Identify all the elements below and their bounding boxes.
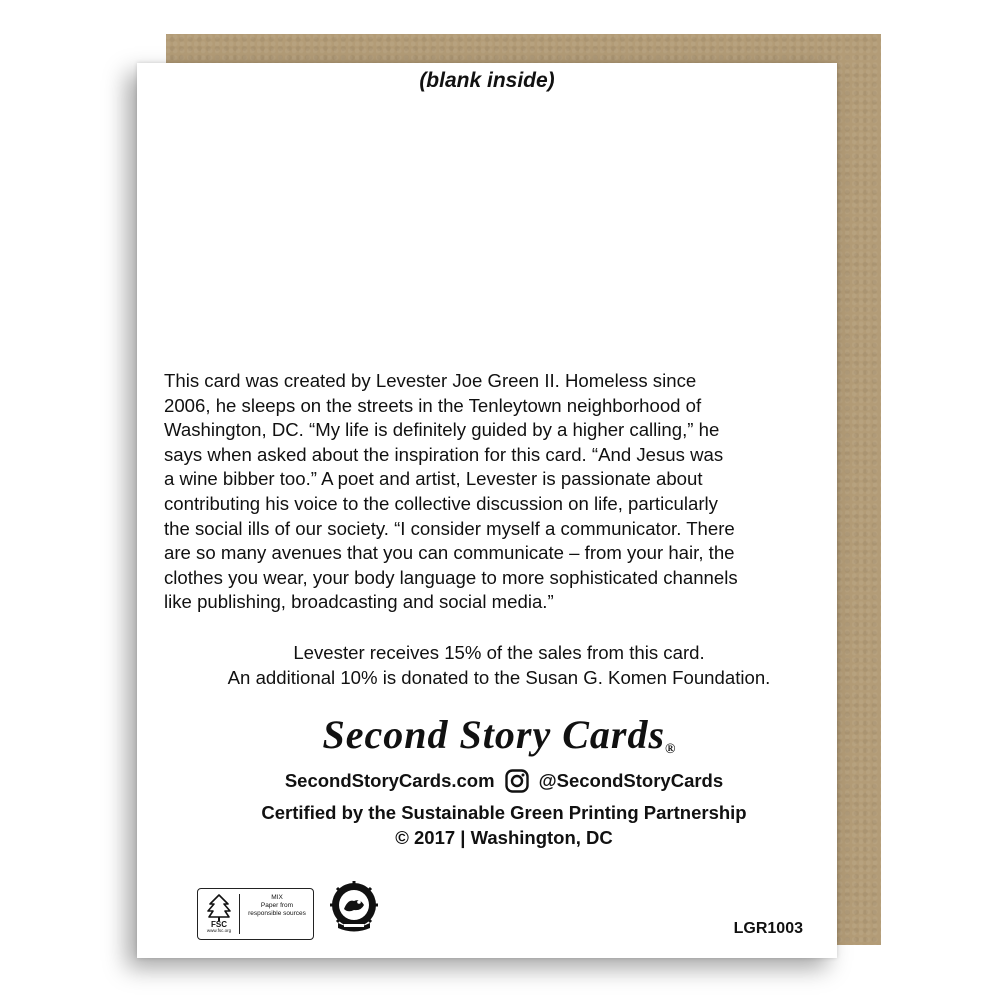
bio-line: This card was created by Levester Joe Green II. Homeless since — [164, 370, 697, 391]
greeting-card-back — [137, 63, 837, 958]
bio-line: like publishing, broadcasting and social media.” — [164, 591, 554, 613]
fsc-text: Paper from responsible sources — [248, 902, 306, 917]
bio-line: are so many avenues that you can communicate – from your hair, the — [164, 542, 735, 564]
bio-line: contributing his voice to the collective discussion on life, particularly — [164, 492, 718, 514]
fsc-logo — [197, 888, 314, 940]
bio-line: the social ills of our society. “I consider myself a communicator. There — [164, 517, 735, 539]
bio-line: 2006, he sleeps on the streets in the Tenleytown neighborhood of — [164, 394, 702, 416]
brand-name: Second Story Cards — [322, 712, 666, 757]
bio-line: says when asked about the inspiration for this card. “And Jesus was — [164, 443, 724, 465]
instagram-icon — [505, 769, 529, 793]
fsc-divider — [239, 894, 240, 934]
fsc-label: FSC — [211, 920, 227, 929]
sales-note — [137, 641, 861, 690]
copyright-line: © 2017 | Washington, DC — [395, 827, 613, 848]
brand-logo — [137, 711, 861, 758]
registered-mark: ® — [665, 742, 676, 757]
fsc-mix: MIX — [271, 894, 283, 901]
website-link[interactable]: SecondStoryCards.com — [284, 770, 495, 791]
artist-bio — [164, 369, 824, 615]
certification-line: Certified by the Sustainable Green Printing Partnership — [261, 802, 747, 823]
product-code: LGR1003 — [733, 920, 803, 937]
bio-line: Washington, DC. “My life is definitely guided by a higher calling,” he — [164, 419, 720, 441]
instagram-handle[interactable]: @SecondStoryCards — [538, 770, 724, 791]
fsc-description — [244, 894, 310, 918]
fsc-site: www.fsc.org — [206, 928, 232, 933]
sales-line-donation: An additional 10% is donated to the Susan G. Komen Foundation. — [227, 666, 771, 688]
contact-links — [137, 769, 871, 793]
bio-line: a wine bibber too.” A poet and artist, Levester is passionate about — [164, 468, 703, 490]
blank-inside-note: (blank inside) — [419, 69, 555, 92]
sales-line-artist: Levester receives 15% of the sales from this card. — [293, 642, 705, 663]
rainforest-alliance-seal-icon — [330, 881, 378, 933]
bio-line: clothes you wear, your body language to more sophisticated channels — [164, 566, 738, 588]
